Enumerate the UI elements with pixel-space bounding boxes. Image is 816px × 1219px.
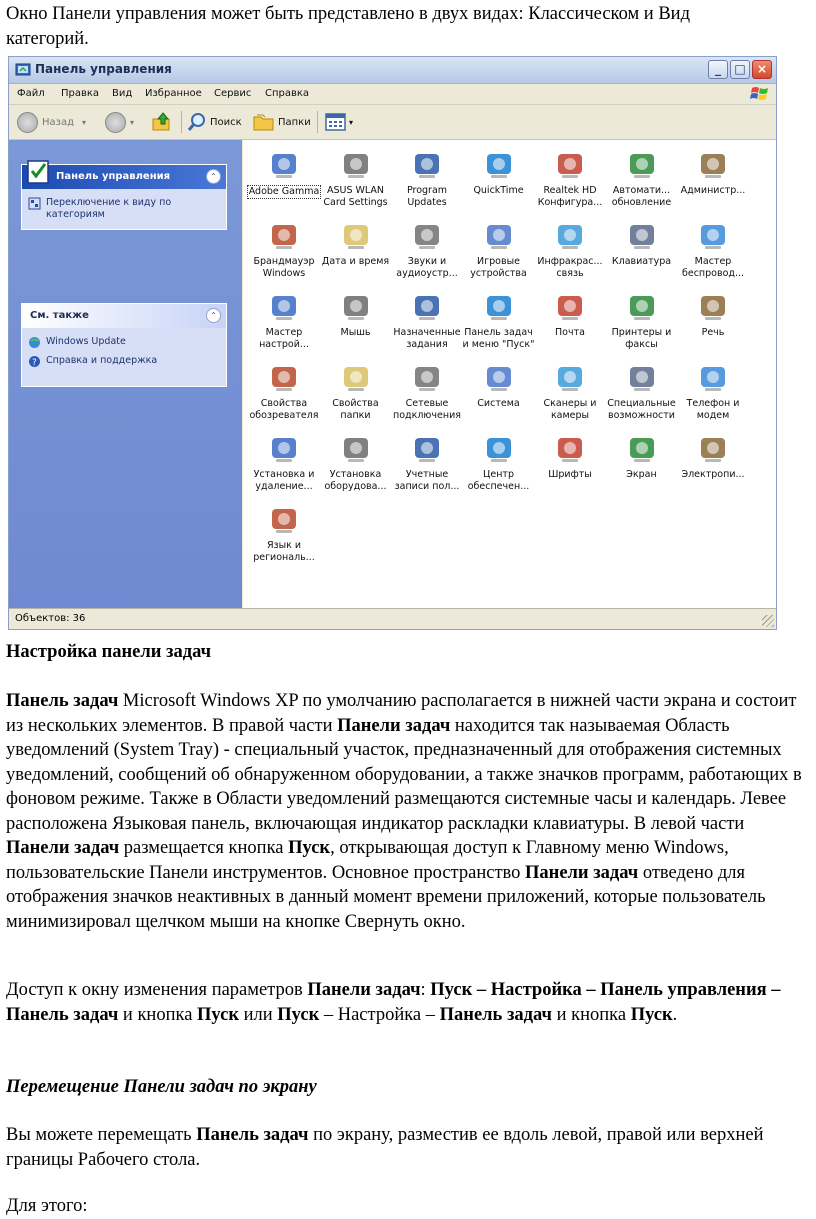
- cp-item-label: Игровые устройства: [470, 256, 527, 279]
- cp-item-label: Учетные записи пол...: [394, 469, 460, 492]
- cp-item-label: QuickTime: [473, 185, 524, 196]
- toolbar: [9, 105, 776, 140]
- text-segment: по экрану, разместив ее вдоль левой, правой или верхней границы Рабочего стола.: [6, 1125, 764, 1170]
- toolbar-separator-2: [317, 111, 318, 133]
- cp-item-label: Телефон и модем: [686, 398, 740, 421]
- cp-item-label: Принтеры и факсы: [611, 327, 672, 350]
- help-icon: [28, 355, 41, 368]
- printer-icon: [625, 290, 659, 324]
- views-icon: [325, 112, 349, 132]
- internet-globe-icon: [267, 361, 301, 395]
- firewall-icon: [267, 219, 301, 253]
- cp-item-label: Администр...: [680, 185, 746, 196]
- term-start: Пуск: [277, 1004, 320, 1025]
- cp-item-label: Экран: [626, 469, 657, 480]
- fonts-folder-icon: [553, 432, 587, 466]
- cp-item-10[interactable]: [462, 219, 536, 280]
- see-also-box: [21, 303, 227, 387]
- cp-item-label: ASUS WLAN Card Settings: [323, 185, 388, 208]
- network-home-icon: [267, 290, 301, 324]
- cp-item-label: Автомати... обновление: [611, 185, 672, 208]
- cp-item-16[interactable]: [390, 290, 464, 351]
- task-pane: [9, 140, 242, 610]
- cp-item-19[interactable]: [605, 290, 679, 351]
- control-panel-window: [8, 56, 777, 630]
- cp-item-label: Дата и время: [321, 256, 390, 267]
- menu-edit[interactable]: Правка: [61, 88, 100, 99]
- cp-item-27[interactable]: [676, 361, 750, 422]
- text-segment: и кнопка: [118, 1004, 198, 1025]
- collapse-chevron-icon-2[interactable]: ⌃: [206, 308, 221, 323]
- control-panel-box-title: Панель управления: [56, 171, 171, 182]
- paragraph-moving: [6, 1123, 812, 1172]
- globe-shield-icon: [625, 148, 659, 182]
- windows-logo-icon: [750, 85, 770, 103]
- cp-item-1[interactable]: [319, 148, 393, 209]
- back-dropdown-icon[interactable]: ▾: [82, 117, 87, 127]
- speaker-icon: [553, 148, 587, 182]
- cp-item-4[interactable]: [533, 148, 607, 209]
- text-segment: или: [238, 1004, 278, 1025]
- cp-item-33[interactable]: [605, 432, 679, 481]
- cp-item-label: Свойства обозревателя: [249, 398, 319, 421]
- minimize-button[interactable]: _: [708, 60, 728, 79]
- term-path: Пуск – Настройка – Панель управления – Панель задач: [6, 980, 781, 1025]
- text-segment: размещается кнопка: [119, 838, 289, 858]
- text-segment: находится так называемая Область уведомлений (System Tray) - специальный участок, предназначенный для отображения системных уведомлений, сообщений об обнаруженном оборудовании, а также значков программ, работающих в фоновом режиме. Также в Области уведомлений размещаются системные часы и календарь. Левее расположена Языковая панель, включающая индикатор раскладки клавиатуры. В левой части: [6, 715, 802, 834]
- term-taskbar: Панель задач: [196, 1125, 309, 1145]
- text-segment: – Настройка –: [319, 1004, 440, 1025]
- see-also-title: См. также: [30, 310, 89, 321]
- text-segment: отведено для отображения значков неактивных в данный момент времени приложений, которые пользователь минимизировал щелчком мыши на кнопке Свернуть окно.: [6, 862, 766, 932]
- cp-item-28[interactable]: [247, 432, 321, 493]
- term-taskbar: Панели задач: [6, 838, 120, 858]
- help-support-link[interactable]: [28, 355, 220, 368]
- see-also-box-header[interactable]: [22, 304, 226, 328]
- text-segment: .: [672, 1004, 678, 1025]
- cp-item-label: Звуки и аудиоустр...: [396, 256, 458, 279]
- power-icon: [696, 432, 730, 466]
- add-remove-icon: [267, 432, 301, 466]
- text-segment: Доступ к окну изменения параметров: [6, 980, 308, 1000]
- cp-item-24[interactable]: [462, 361, 536, 410]
- cp-item-15[interactable]: [319, 290, 393, 339]
- see-also-box-body: [22, 328, 226, 380]
- cp-item-29[interactable]: [319, 432, 393, 493]
- cp-item-35[interactable]: [247, 503, 321, 564]
- cp-item-label: Клавиатура: [611, 256, 672, 267]
- text-segment: Вы можете перемещать: [6, 1125, 197, 1145]
- search-label: Поиск: [210, 116, 242, 128]
- speech-icon: [696, 290, 730, 324]
- cp-item-25[interactable]: [533, 361, 607, 422]
- cp-item-8[interactable]: [319, 219, 393, 268]
- hardware-icon: [339, 432, 373, 466]
- cp-item-18[interactable]: [533, 290, 607, 339]
- cp-item-label: Мастер беспровод...: [681, 256, 745, 279]
- cp-item-label: Мышь: [340, 327, 371, 338]
- folder-options-icon: [339, 361, 373, 395]
- wlan-icon: [339, 148, 373, 182]
- cp-item-label: Adobe Gamma: [248, 186, 320, 197]
- cp-item-5[interactable]: [605, 148, 679, 209]
- window-title: Панель управления: [35, 62, 172, 76]
- term-start: Пуск: [630, 1004, 673, 1025]
- cp-item-label: Свойства папки: [332, 398, 379, 421]
- cp-item-label: Специальные возможности: [607, 398, 676, 421]
- text-segment: :: [420, 980, 431, 1000]
- maximize-button[interactable]: □: [730, 60, 750, 79]
- cp-item-11[interactable]: [533, 219, 607, 280]
- intro-paragraph: [6, 2, 812, 51]
- network-icon: [410, 361, 444, 395]
- cp-item-12[interactable]: [605, 219, 679, 268]
- object-count: Объектов: 36: [15, 613, 86, 624]
- mouse-icon: [339, 290, 373, 324]
- scheduled-tasks-icon: [410, 290, 444, 324]
- control-panel-icon: [15, 62, 31, 78]
- cp-item-label: Установка и удаление...: [253, 469, 315, 492]
- control-panel-box-icon: [26, 157, 52, 185]
- cp-item-31[interactable]: [462, 432, 536, 493]
- menu-help[interactable]: Справка: [265, 88, 310, 99]
- term-start: Пуск: [288, 838, 331, 858]
- wireless-wizard-icon: [696, 219, 730, 253]
- windows-update-label: Windows Update: [46, 336, 126, 347]
- paragraph-for-this: Для этого:: [6, 1196, 88, 1216]
- control-panel-box: [21, 164, 227, 230]
- menu-file[interactable]: Файл: [17, 88, 45, 99]
- cp-item-label: Почта: [555, 327, 585, 338]
- folders-label: Папки: [278, 116, 311, 128]
- status-bar: [9, 608, 776, 629]
- taskbar-icon: [482, 290, 516, 324]
- cp-item-9[interactable]: [390, 219, 464, 280]
- cp-item-label: Назначенные задания: [393, 327, 461, 350]
- cp-item-34[interactable]: [676, 432, 750, 481]
- display-icon: [625, 432, 659, 466]
- cp-item-label: Установка оборудова...: [324, 469, 387, 492]
- close-button[interactable]: ×: [752, 60, 772, 79]
- cp-item-32[interactable]: [533, 432, 607, 481]
- menu-view[interactable]: Вид: [112, 88, 133, 99]
- accessibility-icon: [625, 361, 659, 395]
- switch-view-icon: [28, 197, 41, 210]
- cp-item-label: Электропи...: [681, 469, 745, 480]
- cp-item-label: Панель задач и меню "Пуск": [462, 327, 535, 350]
- cp-item-17[interactable]: [462, 290, 536, 351]
- text-segment: , открывающая доступ к Главному меню Windows, пользовательские Панели инструментов. Основное пространство: [6, 838, 729, 883]
- toolbar-separator: [181, 111, 182, 133]
- monitor-icon: [267, 148, 301, 182]
- windows-update-link[interactable]: [28, 336, 220, 349]
- cp-item-13[interactable]: [676, 219, 750, 280]
- quicktime-icon: [482, 148, 516, 182]
- search-button[interactable]: [187, 111, 242, 133]
- intro-line-1: Окно Панели управления может быть представлено в двух видах: Классическом и Вид: [6, 4, 690, 24]
- cp-item-label: Сетевые подключения: [393, 398, 461, 421]
- cp-item-23[interactable]: [390, 361, 464, 422]
- back-arrow-icon: [17, 112, 38, 133]
- cp-item-20[interactable]: [676, 290, 750, 339]
- sound-icon: [410, 219, 444, 253]
- help-support-label: Справка и поддержка: [46, 355, 158, 366]
- control-panel-box-body: [22, 189, 226, 233]
- term-taskbar: Панель задач: [439, 1004, 552, 1025]
- cp-item-label: Речь: [701, 327, 725, 338]
- cp-item-label: Мастер настрой...: [259, 327, 309, 350]
- title-bar: [9, 57, 776, 84]
- text-segment: Microsoft Windows XP по умолчанию располагается в нижней части экрана и состоит из нескольких элементов. В правой части: [6, 691, 797, 736]
- folders-button[interactable]: [253, 111, 311, 133]
- up-folder-button[interactable]: [151, 111, 173, 133]
- forward-button[interactable]: [105, 111, 134, 133]
- svg-text:?: ?: [32, 358, 37, 368]
- cp-item-label: Сканеры и камеры: [543, 398, 597, 421]
- cp-item-label: Шрифты: [548, 469, 592, 480]
- back-label: Назад: [42, 116, 75, 128]
- cp-item-14[interactable]: [247, 290, 321, 351]
- cp-item-label: Язык и региональ...: [253, 540, 315, 563]
- switch-category-view-link[interactable]: [28, 197, 220, 221]
- system-icon: [482, 361, 516, 395]
- term-taskbar: Панели задач: [337, 715, 451, 736]
- cp-item-label: Центр обеспечен...: [467, 469, 530, 492]
- cp-item-label: Realtek HD Конфигура...: [537, 185, 603, 208]
- admin-tools-icon: [696, 148, 730, 182]
- paragraph-access: [6, 978, 812, 1027]
- mail-icon: [553, 290, 587, 324]
- cp-item-label: Брандмауэр Windows: [253, 256, 315, 279]
- cp-item-label: Program Updates: [406, 185, 448, 208]
- section-heading-taskbar-setup: Настройка панели задач: [6, 642, 212, 662]
- intro-line-2: категорий.: [6, 28, 89, 49]
- section-heading-moving-taskbar: Перемещение Панели задач по экрану: [6, 1077, 317, 1097]
- update-disc-icon: [410, 148, 444, 182]
- security-shield-icon: [482, 432, 516, 466]
- cp-item-30[interactable]: [390, 432, 464, 493]
- forward-arrow-icon: [105, 112, 126, 133]
- cp-item-label: Инфракрас... связь: [537, 256, 603, 279]
- up-folder-icon: [151, 111, 173, 133]
- collapse-chevron-icon[interactable]: ⌃: [206, 169, 221, 184]
- cp-item-label: Система: [477, 398, 520, 409]
- icons-view: [243, 140, 776, 610]
- menu-favorites[interactable]: Избранное: [145, 88, 202, 99]
- keyboard-icon: [625, 219, 659, 253]
- cp-item-6[interactable]: [676, 148, 750, 197]
- control-panel-box-header[interactable]: [22, 165, 226, 189]
- infrared-icon: [553, 219, 587, 253]
- cp-item-21[interactable]: [247, 361, 321, 422]
- term-taskbar: Панели задач: [307, 980, 421, 1000]
- back-button[interactable]: [17, 111, 86, 133]
- folders-icon: [253, 112, 275, 132]
- text-segment: и кнопка: [551, 1004, 631, 1025]
- views-button[interactable]: [325, 111, 353, 133]
- cp-item-3[interactable]: [462, 148, 536, 197]
- search-icon: [187, 112, 207, 132]
- paragraph-taskbar-description: [6, 689, 812, 934]
- cp-item-7[interactable]: [247, 219, 321, 280]
- switch-view-label: Переключение к виду по категориям: [46, 197, 172, 220]
- menu-bar: [9, 84, 776, 105]
- forward-dropdown-icon[interactable]: ▾: [130, 117, 135, 127]
- users-icon: [410, 432, 444, 466]
- term-taskbar: Панель задач: [6, 691, 119, 711]
- menu-tools[interactable]: Сервис: [214, 88, 252, 99]
- scanner-icon: [553, 361, 587, 395]
- clock-icon: [339, 219, 373, 253]
- phone-icon: [696, 361, 730, 395]
- cp-item-26[interactable]: [605, 361, 679, 422]
- joystick-icon: [482, 219, 516, 253]
- windows-update-icon: [28, 336, 41, 349]
- cp-item-22[interactable]: [319, 361, 393, 422]
- term-start: Пуск: [197, 1004, 239, 1025]
- language-globe-icon: [267, 503, 301, 537]
- cp-item-0[interactable]: [247, 148, 321, 199]
- term-taskbar: Панели задач: [525, 862, 639, 883]
- cp-item-2[interactable]: [390, 148, 464, 209]
- resize-grip[interactable]: [762, 615, 774, 627]
- views-dropdown-icon[interactable]: ▾: [349, 117, 354, 127]
